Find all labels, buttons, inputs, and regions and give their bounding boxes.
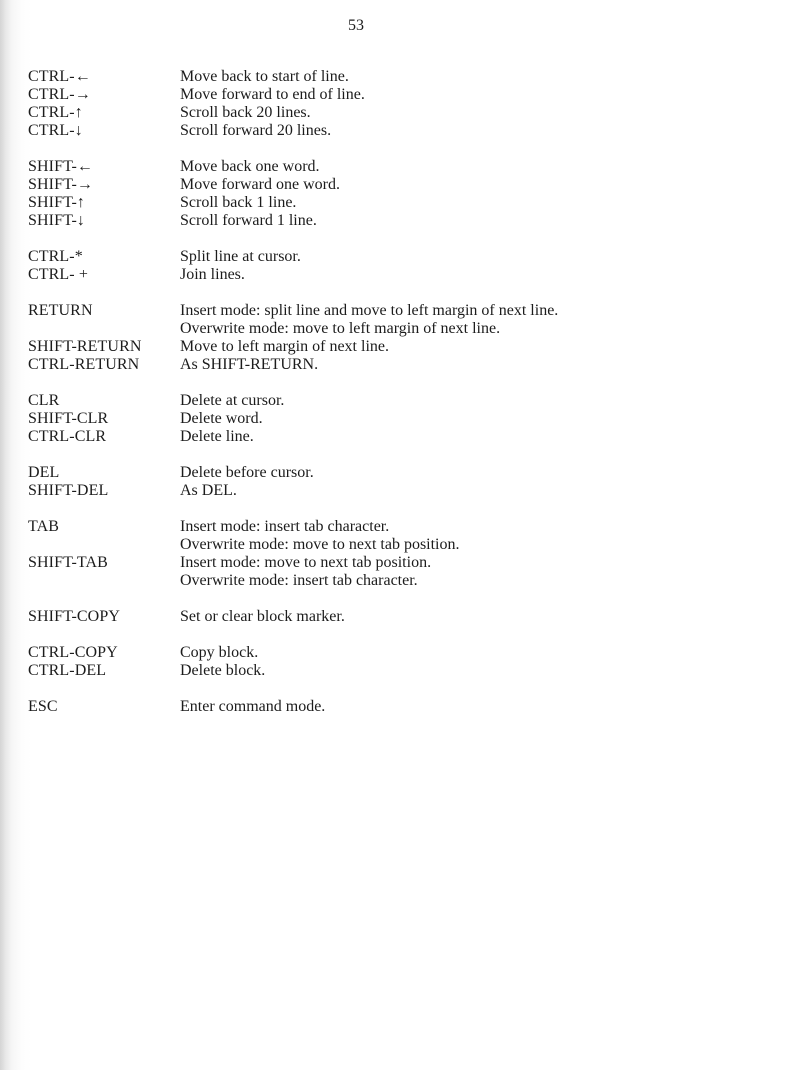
key-description: Delete before cursor. [180,464,314,481]
key-binding-row [28,356,748,374]
key-description: Insert mode: split line and move to left margin of next line. [180,302,559,319]
key-combination: CTRL- + [28,266,88,283]
key-binding-group [28,464,748,500]
key-binding-group [28,392,748,446]
key-description: Scroll forward 1 line. [180,212,317,229]
key-description: Delete at cursor. [180,392,285,409]
key-description: Split line at cursor. [180,248,301,265]
key-combination: CTRL-↓ [28,122,83,139]
key-binding-group [28,158,748,230]
key-description: Join lines. [180,266,245,283]
key-description: Scroll forward 20 lines. [180,122,332,139]
key-combination: CTRL-CLR [28,428,107,445]
key-combination [28,536,180,554]
key-combination: SHIFT-↓ [28,212,86,229]
key-binding-row [28,410,748,428]
key-binding-group [28,302,748,374]
key-description: Set or clear block marker. [180,608,345,625]
key-binding-row [28,86,748,104]
key-binding-row [28,194,748,212]
key-binding-row [28,212,748,230]
key-description: Insert mode: insert tab character. [180,518,390,535]
key-binding-row [28,482,748,500]
key-combination: ESC [28,698,58,715]
key-combination: TAB [28,518,60,535]
key-binding-group [28,644,748,680]
key-description: Move back one word. [180,158,320,175]
key-combination: SHIFT-↑ [28,194,86,211]
key-combination: CTRL-RETURN [28,356,140,373]
key-description: As DEL. [180,482,237,499]
key-binding-row [28,572,748,590]
key-combination: CTRL-DEL [28,662,107,679]
key-combination: SHIFT-TAB [28,554,108,571]
key-description: Overwrite mode: move to next tab position. [180,536,460,553]
key-binding-row [28,122,748,140]
key-binding-row [28,248,748,266]
key-combination: CTRL-↑ [28,104,83,121]
key-combination [28,320,180,338]
key-binding-row [28,554,748,572]
key-binding-table [28,68,748,734]
key-binding-row [28,338,748,356]
key-description: Overwrite mode: insert tab character. [180,572,418,589]
key-combination: CTRL-→ [28,86,91,103]
key-binding-group [28,68,748,140]
key-description: Overwrite mode: move to left margin of next line. [180,320,501,337]
key-binding-row [28,608,748,626]
key-combination: SHIFT-CLR [28,410,109,427]
key-binding-row [28,662,748,680]
key-binding-row [28,266,748,284]
key-combination: SHIFT-DEL [28,482,109,499]
page-number: 53 [348,17,364,34]
key-description: Move to left margin of next line. [180,338,389,355]
key-description: Scroll back 20 lines. [180,104,311,121]
key-description: Delete word. [180,410,263,427]
key-description: Delete block. [180,662,266,679]
key-combination: CTRL-COPY [28,644,118,661]
key-combination: RETURN [28,302,93,319]
key-binding-row [28,464,748,482]
key-description: Move forward to end of line. [180,86,365,103]
key-description: Delete line. [180,428,254,445]
key-description: As SHIFT-RETURN. [180,356,319,373]
key-binding-row [28,392,748,410]
key-binding-row [28,104,748,122]
key-binding-row [28,428,748,446]
key-binding-group [28,698,748,716]
key-combination: CLR [28,392,60,409]
key-binding-row [28,320,748,338]
key-description: Insert mode: move to next tab position. [180,554,432,571]
key-combination: CTRL-← [28,68,91,85]
key-binding-row [28,698,748,716]
key-description: Move back to start of line. [180,68,349,85]
key-combination: SHIFT-COPY [28,608,120,625]
key-binding-row [28,68,748,86]
key-binding-group [28,248,748,284]
key-combination: DEL [28,464,60,481]
key-combination [28,572,180,590]
key-binding-row [28,176,748,194]
key-combination: SHIFT-→ [28,176,94,193]
key-binding-row [28,536,748,554]
key-combination: CTRL-* [28,248,83,265]
key-description: Scroll back 1 line. [180,194,297,211]
key-binding-group [28,518,748,590]
key-binding-row [28,158,748,176]
key-description: Enter command mode. [180,698,326,715]
key-binding-group [28,608,748,626]
key-description: Move forward one word. [180,176,340,193]
key-binding-row [28,518,748,536]
key-combination: SHIFT-← [28,158,94,175]
key-combination: SHIFT-RETURN [28,338,142,355]
key-binding-row [28,644,748,662]
key-binding-row [28,302,748,320]
key-description: Copy block. [180,644,259,661]
